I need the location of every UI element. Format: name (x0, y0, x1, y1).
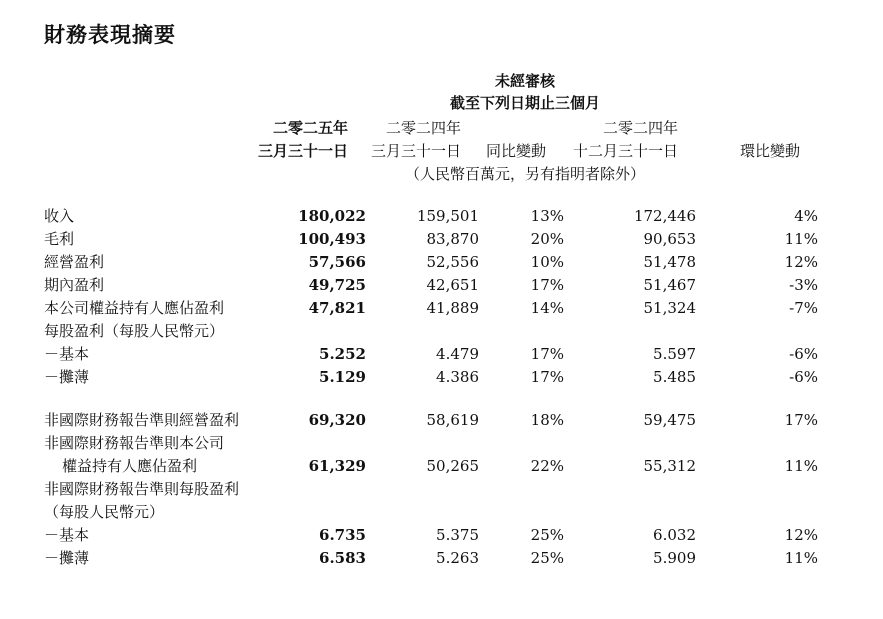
yoy-change: 20% (530, 230, 564, 248)
value-2025q1: 61,329 (308, 457, 366, 475)
table-row (44, 409, 818, 432)
value-2024q4: 51,467 (643, 276, 696, 294)
yoy-change: 14% (530, 299, 564, 317)
row-label: 本公司權益持有人應佔盈利 (44, 299, 225, 317)
page-title: 財務表現摘要 (44, 23, 176, 47)
row-label: 非國際財務報告準則每股盈利 (44, 480, 240, 498)
unit-note: （人民幣百萬元，另有指明者除外） (404, 165, 646, 183)
table-row (44, 524, 818, 547)
table-row (44, 343, 818, 366)
value-2024q1: 159,501 (416, 207, 479, 225)
table-row (44, 432, 818, 455)
value-2024q1: 41,889 (426, 299, 479, 317)
value-2025q1: 5.252 (319, 345, 366, 363)
value-2024q4: 5.909 (653, 549, 696, 567)
row-label: 非國際財務報告準則本公司 (44, 434, 225, 452)
spacer-row (44, 389, 818, 409)
value-2024q1: 4.479 (436, 345, 479, 363)
table-row (44, 228, 818, 251)
table-row (44, 501, 818, 524)
spacer-cell (44, 389, 818, 409)
value-2024q4: 51,324 (643, 299, 696, 317)
row-label: －基本 (44, 526, 90, 544)
value-2025q1: 5.129 (319, 368, 366, 386)
yoy-change: 22% (530, 457, 564, 475)
col5-header: 環比變動 (739, 142, 800, 160)
row-label: 經營盈利 (44, 253, 105, 271)
yoy-change: 10% (530, 253, 564, 271)
yoy-change: 18% (530, 411, 564, 429)
value-2024q4: 51,478 (643, 253, 696, 271)
table-row (44, 547, 818, 570)
value-2025q1: 100,493 (298, 230, 366, 248)
row-label: 非國際財務報告準則經營盈利 (44, 411, 240, 429)
row-label: 每股盈利（每股人民幣元） (44, 322, 225, 340)
row-label: 毛利 (44, 230, 75, 248)
value-2025q1: 49,725 (308, 276, 366, 294)
value-2024q4: 5.597 (653, 345, 696, 363)
value-2024q1: 50,265 (426, 457, 479, 475)
value-2025q1: 180,022 (298, 207, 366, 225)
value-2024q4: 55,312 (643, 457, 696, 475)
row-label: －攤薄 (44, 549, 90, 567)
table-row (44, 274, 818, 297)
value-2024q4: 90,653 (643, 230, 696, 248)
value-2024q1: 5.375 (436, 526, 479, 544)
table-row (44, 366, 818, 389)
qoq-change: 12% (784, 253, 818, 271)
row-label: 期內盈利 (44, 276, 105, 294)
value-2025q1: 6.583 (319, 549, 366, 567)
value-2024q4: 5.485 (653, 368, 696, 386)
col4-date: 十二月三十一日 (572, 142, 678, 160)
table-row (44, 251, 818, 274)
value-2025q1: 47,821 (308, 299, 366, 317)
qoq-change: 11% (784, 549, 818, 567)
qoq-change: 11% (784, 457, 818, 475)
value-2024q4: 6.032 (653, 526, 696, 544)
value-2025q1: 6.735 (319, 526, 366, 544)
value-2024q1: 58,619 (426, 411, 479, 429)
value-2024q4: 59,475 (643, 411, 696, 429)
yoy-change: 17% (530, 345, 564, 363)
qoq-change: -3% (789, 276, 818, 294)
value-2025q1: 57,566 (308, 253, 366, 271)
value-2024q1: 52,556 (426, 253, 479, 271)
qoq-change: -7% (789, 299, 818, 317)
qoq-change: -6% (789, 368, 818, 386)
row-label: －攤薄 (44, 368, 90, 386)
table-row (44, 478, 818, 501)
yoy-change: 17% (530, 368, 564, 386)
col4-year: 二零二四年 (602, 119, 678, 137)
col1-date: 三月三十一日 (257, 142, 348, 160)
financial-summary-table (44, 205, 818, 570)
period-heading: 截至下列日期止三個月 (449, 94, 601, 112)
value-2024q1: 5.263 (436, 549, 479, 567)
table-row (44, 320, 818, 343)
col2-date: 三月三十一日 (370, 142, 461, 160)
unaudited-heading: 未經審核 (494, 72, 556, 90)
value-2024q1: 4.386 (436, 368, 479, 386)
table-row (44, 205, 818, 228)
value-2024q1: 42,651 (426, 276, 479, 294)
value-2025q1: 69,320 (308, 411, 366, 429)
qoq-change: -6% (789, 345, 818, 363)
col1-year: 二零二五年 (272, 119, 348, 137)
yoy-change: 13% (530, 207, 564, 225)
table-row (44, 455, 818, 478)
row-label: （每股人民幣元） (44, 503, 165, 521)
qoq-change: 11% (784, 230, 818, 248)
yoy-change: 25% (530, 526, 564, 544)
yoy-change: 25% (530, 549, 564, 567)
qoq-change: 17% (784, 411, 818, 429)
row-label: 權益持有人應佔盈利 (62, 457, 198, 475)
table-row (44, 297, 818, 320)
row-label: －基本 (44, 345, 90, 363)
col2-year: 二零二四年 (385, 119, 461, 137)
value-2024q4: 172,446 (633, 207, 696, 225)
col3-header: 同比變動 (485, 142, 546, 160)
qoq-change: 12% (784, 526, 818, 544)
value-2024q1: 83,870 (426, 230, 479, 248)
yoy-change: 17% (530, 276, 564, 294)
qoq-change: 4% (794, 207, 818, 225)
row-label: 收入 (44, 207, 75, 225)
